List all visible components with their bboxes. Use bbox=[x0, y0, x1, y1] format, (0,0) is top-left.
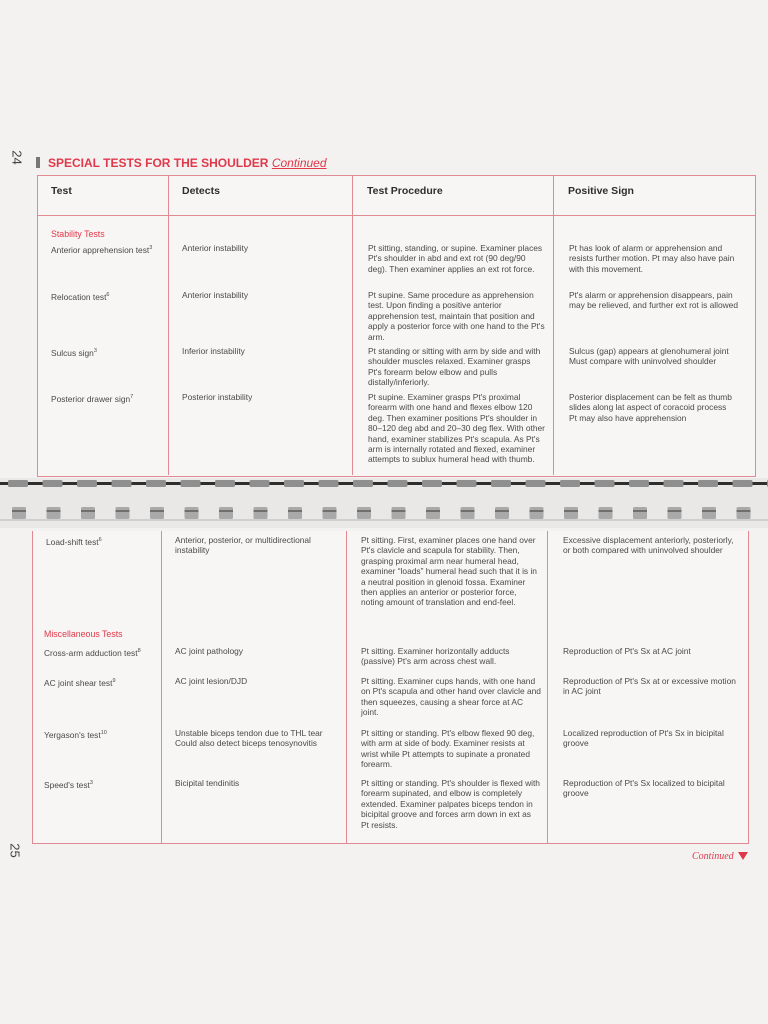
top-col-divider-2 bbox=[352, 175, 353, 475]
positive-sign-cell: Pt has look of alarm or apprehension and resists further motion. Pt may also have pain with this movement. bbox=[569, 243, 735, 274]
detects-cell: Anterior, posterior, or multidirectional instability bbox=[175, 535, 311, 556]
section-title bbox=[36, 156, 327, 170]
down-triangle-icon bbox=[738, 852, 748, 860]
spiral-coil-top bbox=[77, 480, 97, 487]
procedure-cell: Pt sitting or standing. Pt's shoulder is flexed with forearm supinated, and elbow is completely extended. Examiner palpates biceps tendon in bicipital groove and forces arm down in ext as Pt resists. bbox=[361, 778, 540, 830]
spiral-coil-bottom bbox=[12, 507, 26, 519]
positive-sign-cell: Pt's alarm or apprehension disappears, pain may be relieved, and further ext rot is allowed bbox=[569, 290, 738, 311]
spiral-coil-bottom bbox=[530, 507, 544, 519]
spiral-coil-top bbox=[353, 480, 373, 487]
spiral-coil-bottom bbox=[81, 507, 95, 519]
spiral-coil-top bbox=[560, 480, 580, 487]
spiral-coil-top bbox=[215, 480, 235, 487]
spiral-coil-top bbox=[8, 480, 28, 487]
spiral-coil-bottom bbox=[564, 507, 578, 519]
spiral-coil-ring bbox=[461, 510, 475, 512]
spiral-coil-bottom bbox=[426, 507, 440, 519]
detects-cell bbox=[175, 728, 343, 749]
spiral-coil-bottom bbox=[668, 507, 682, 519]
bottom-col-divider-2 bbox=[346, 531, 347, 844]
spiral-coil-bottom bbox=[357, 507, 371, 519]
detects-cell: Anterior instability bbox=[182, 243, 249, 253]
positive-sign-line: Must compare with uninvolved shoulder bbox=[569, 356, 717, 367]
spiral-coil-top bbox=[388, 480, 408, 487]
spiral-coil-bottom bbox=[219, 507, 233, 519]
spiral-coil-ring bbox=[185, 510, 199, 512]
procedure-cell: Pt sitting. Examiner horizontally adducts (passive) Pt's arm across chest wall. bbox=[361, 646, 510, 667]
spiral-coil-top bbox=[595, 480, 615, 487]
miscellaneous-tests-label: Miscellaneous Tests bbox=[44, 629, 123, 639]
test-name: Posterior drawer sign$^7$ bbox=[51, 393, 134, 404]
spiral-coil-ring bbox=[12, 510, 26, 512]
spiral-coil-ring bbox=[737, 510, 751, 512]
spiral-coil-ring bbox=[599, 510, 613, 512]
spiral-coil-ring bbox=[392, 510, 406, 512]
spiral-coil-bottom bbox=[599, 507, 613, 519]
spiral-coil-ring bbox=[564, 510, 578, 512]
spiral-coil-ring bbox=[495, 510, 509, 512]
positive-sign-line: Posterior displacement can be felt as thumb slides along lat aspect of coracoid process bbox=[569, 392, 732, 413]
detects-cell: AC joint lesion/DJD bbox=[175, 676, 248, 686]
spiral-coil-top bbox=[698, 480, 718, 487]
positive-sign-cell bbox=[569, 346, 744, 367]
test-name: Yergason's test$^{10}$ bbox=[44, 729, 107, 740]
positive-sign-cell: Reproduction of Pt's Sx at AC joint bbox=[563, 646, 691, 656]
spiral-binding bbox=[0, 478, 768, 528]
spiral-coil-bottom bbox=[47, 507, 61, 519]
procedure-cell: Pt standing or sitting with arm by side and with shoulder muscles relaxed. Examiner grasps Pt's forearm below elbow and pulls distally/inferiorly. bbox=[368, 346, 541, 388]
bottom-col-divider-3 bbox=[547, 531, 548, 844]
spiral-coil-top bbox=[112, 480, 132, 487]
spiral-coil-top bbox=[629, 480, 649, 487]
title-text: SPECIAL TESTS FOR THE SHOULDER bbox=[48, 156, 269, 170]
spiral-coil-ring bbox=[219, 510, 233, 512]
spiral-coil-ring bbox=[702, 510, 716, 512]
detects-line: Could also detect biceps tenosynovitis bbox=[175, 738, 317, 749]
spiral-coil-bottom bbox=[495, 507, 509, 519]
positive-sign-line: Sulcus (gap) appears at glenohumeral joint bbox=[569, 346, 729, 356]
spiral-coil-bottom bbox=[288, 507, 302, 519]
spiral-coil-bottom bbox=[150, 507, 164, 519]
header-test: Test bbox=[51, 185, 72, 197]
detects-cell: AC joint pathology bbox=[175, 646, 243, 656]
spiral-coil-ring bbox=[288, 510, 302, 512]
spiral-coil-bottom bbox=[633, 507, 647, 519]
positive-sign-cell: Excessive displacement anteriorly, posteriorly, or both compared with uninvolved shoulder bbox=[563, 535, 734, 556]
test-name: Anterior apprehension test$^3$ bbox=[51, 244, 153, 255]
spiral-coil-top bbox=[457, 480, 477, 487]
top-col-divider-3 bbox=[553, 175, 554, 475]
spiral-coil-ring bbox=[254, 510, 268, 512]
spiral-coil-ring bbox=[426, 510, 440, 512]
spiral-coil-top bbox=[491, 480, 511, 487]
spiral-coil-top bbox=[43, 480, 63, 487]
page-number-bottom: 25 bbox=[7, 843, 23, 858]
spiral-coil-ring bbox=[323, 510, 337, 512]
spiral-coil-bottom bbox=[392, 507, 406, 519]
test-name: Load-shift test$^6$ bbox=[46, 536, 102, 547]
spiral-coil-top bbox=[422, 480, 442, 487]
bottom-col-divider-1 bbox=[161, 531, 162, 844]
spiral-coil-ring bbox=[357, 510, 371, 512]
title-marker bbox=[36, 157, 40, 168]
spiral-coil-bottom bbox=[323, 507, 337, 519]
test-name: Speed's test$^3$ bbox=[44, 779, 93, 790]
spiral-coil-top bbox=[526, 480, 546, 487]
spiral-coil-top bbox=[284, 480, 304, 487]
spiral-coil-bottom bbox=[461, 507, 475, 519]
positive-sign-cell: Reproduction of Pt's Sx at or excessive motion in AC joint bbox=[563, 676, 736, 697]
procedure-cell: Pt sitting. First, examiner places one hand over Pt's clavicle and scapula for stability. Then, grasping proximal arm near humeral head, examiner “loads” humeral head such that it is in a neutral position in glenoid fossa. Examiner then applies an anterior or posterior force, noting amount of translation and end-feel. bbox=[361, 535, 537, 608]
spiral-coil-top bbox=[664, 480, 684, 487]
top-header-rule bbox=[37, 215, 755, 216]
spiral-coil-ring bbox=[668, 510, 682, 512]
detects-cell: Inferior instability bbox=[182, 346, 245, 356]
test-name: Relocation test$^6$ bbox=[51, 291, 110, 302]
positive-sign-cell: Reproduction of Pt's Sx localized to bicipital groove bbox=[563, 778, 725, 799]
spiral-coil-bottom bbox=[254, 507, 268, 519]
test-name: AC joint shear test$^9$ bbox=[44, 677, 116, 688]
header-detects: Detects bbox=[182, 185, 220, 197]
positive-sign-cell bbox=[569, 392, 744, 423]
spiral-coil-bottom bbox=[702, 507, 716, 519]
spiral-coil-top bbox=[319, 480, 339, 487]
detects-cell: Posterior instability bbox=[182, 392, 253, 402]
spiral-coil-ring bbox=[47, 510, 61, 512]
positive-sign-cell: Localized reproduction of Pt's Sx in bicipital groove bbox=[563, 728, 724, 749]
procedure-cell: Pt sitting or standing. Pt's elbow flexed 90 deg, with arm at side of body. Examiner resists at wrist while Pt attempts to supinate a pronated forearm. bbox=[361, 728, 535, 770]
spiral-coil-top bbox=[146, 480, 166, 487]
procedure-cell: Pt sitting, standing, or supine. Examiner places Pt's shoulder in abd and ext rot (90 deg/90 deg). Then examiner applies an ext rot force. bbox=[368, 243, 543, 274]
continued-text: Continued bbox=[692, 851, 734, 862]
spiral-coil-bottom bbox=[737, 507, 751, 519]
test-name: Sulcus sign$^3$ bbox=[51, 347, 97, 358]
spiral-coil-top bbox=[733, 480, 753, 487]
detects-line: Unstable biceps tendon due to THL tear bbox=[175, 728, 323, 738]
spiral-coil-ring bbox=[81, 510, 95, 512]
spiral-coil-ring bbox=[116, 510, 130, 512]
spiral-coil-bottom bbox=[116, 507, 130, 519]
page-number-top: 24 bbox=[9, 150, 25, 165]
procedure-cell: Pt sitting. Examiner cups hands, with one hand on Pt's scapula and other hand over clavicle and then squeezes, causing a shear force at AC joint. bbox=[361, 676, 541, 718]
procedure-cell: Pt supine. Same procedure as apprehension test. Upon finding a positive anterior apprehension test, maintain that position and apply a posterior force with one hand to the Pt's arm. bbox=[368, 290, 545, 342]
spiral-coil-top bbox=[181, 480, 201, 487]
positive-sign-line: Pt may also have apprehension bbox=[569, 412, 687, 423]
header-test-procedure: Test Procedure bbox=[367, 185, 443, 197]
continued-indicator bbox=[692, 851, 748, 862]
spiral-coil-ring bbox=[530, 510, 544, 512]
top-col-divider-1 bbox=[168, 175, 169, 475]
procedure-cell: Pt supine. Examiner grasps Pt's proximal forearm with one hand and flexes elbow 120 deg. Then examiner positions Pt's shoulder in 80–120 deg abd and 20–30 deg flex. With other hand, examiner stabilizes Pt's scapula. As Pt's arm is internally rotated and flexed, examiner attempts to sublux humeral head with thumb. bbox=[368, 392, 545, 465]
title-continued: Continued bbox=[271, 156, 327, 170]
spiral-coil-ring bbox=[150, 510, 164, 512]
spiral-coil-top bbox=[250, 480, 270, 487]
stability-tests-label: Stability Tests bbox=[51, 229, 105, 239]
detects-cell: Anterior instability bbox=[182, 290, 249, 300]
test-name: Cross-arm adduction test$^8$ bbox=[44, 647, 141, 658]
detects-cell: Bicipital tendinitis bbox=[175, 778, 240, 788]
spiral-coil-bottom bbox=[185, 507, 199, 519]
header-positive-sign: Positive Sign bbox=[568, 185, 634, 197]
spiral-coil-ring bbox=[633, 510, 647, 512]
